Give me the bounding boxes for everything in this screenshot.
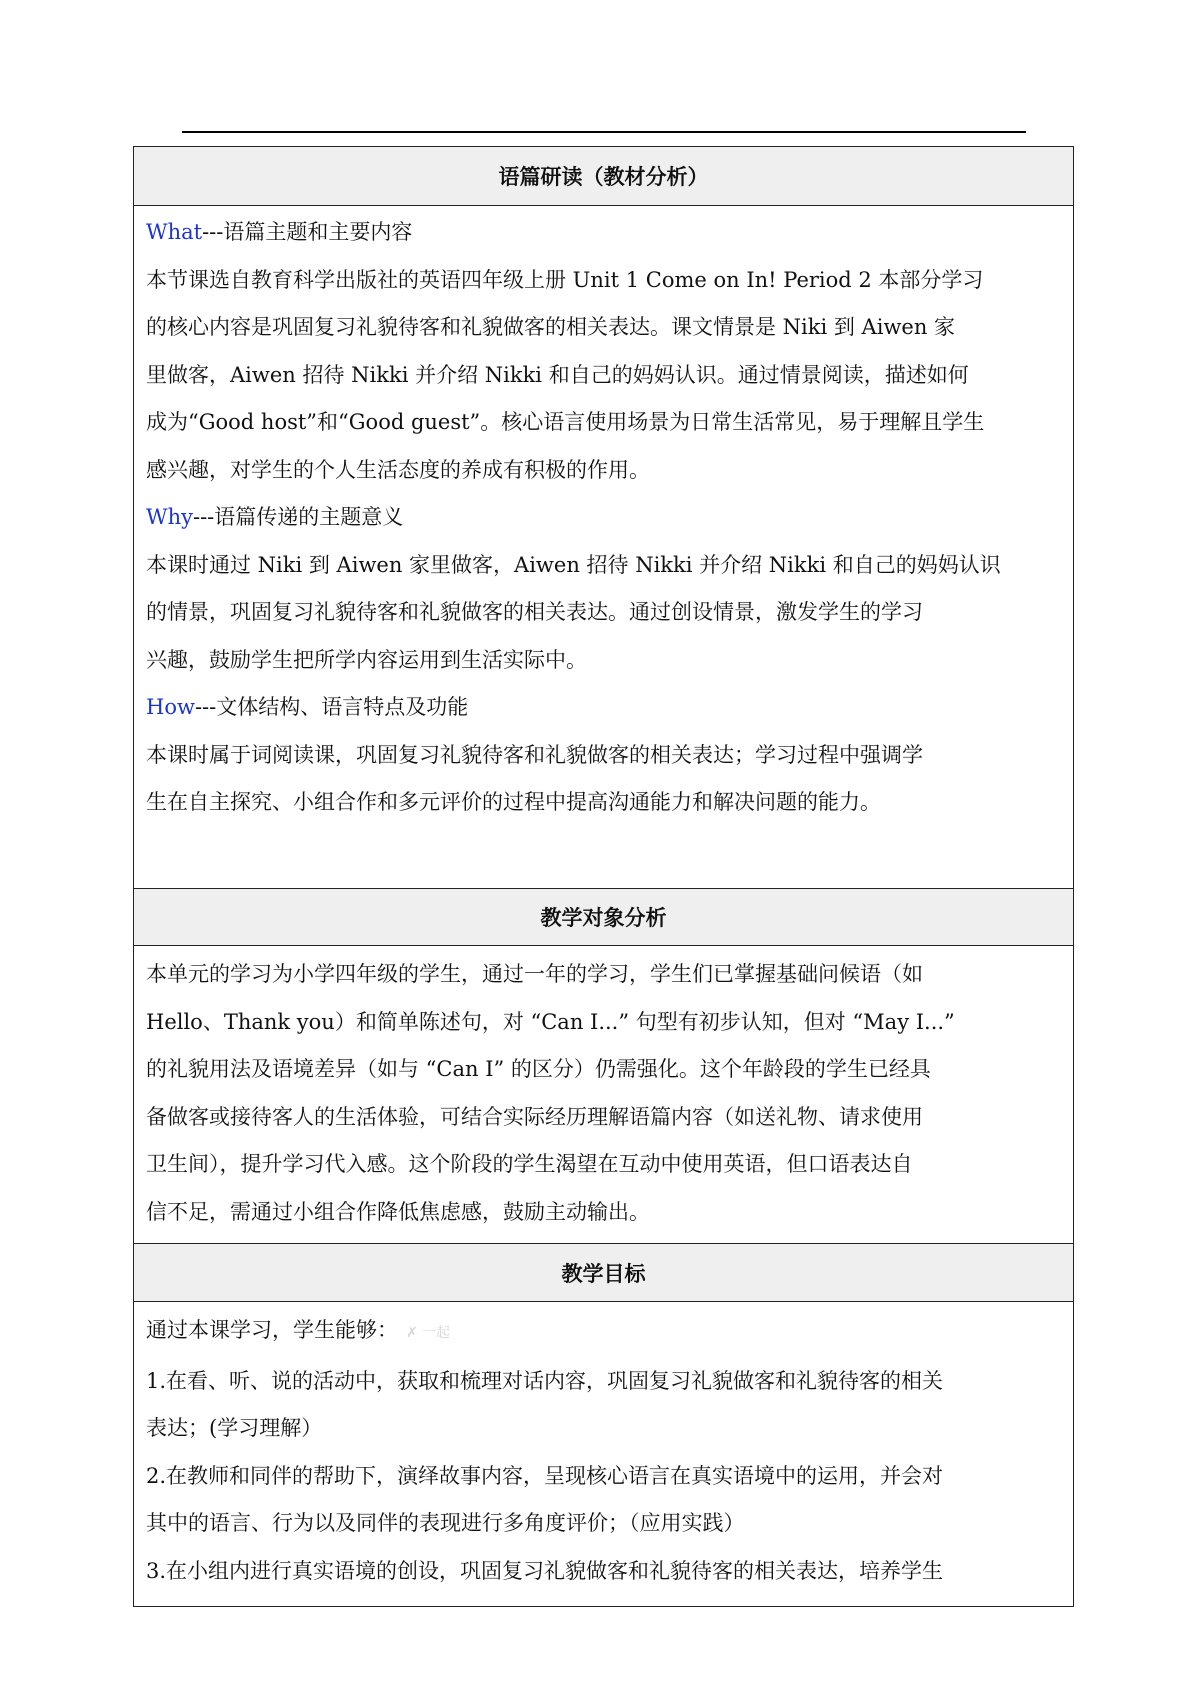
how-heading (146, 684, 1061, 732)
why-heading-rest: ---语篇传递的主题意义 (192, 505, 404, 529)
learner-line: 的礼貌用法及语境差异（如与 “Can I” 的区分）仍需强化。这个年龄段的学生已经具 (146, 1057, 931, 1081)
section-title: 语篇研读（教材分析） (498, 164, 709, 189)
why-label: Why (146, 505, 193, 529)
what-line: 里做客，Aiwen 招待 Nikki 并介绍 Nikki 和自己的妈妈认识。通过情景阅读，描述如何 (146, 362, 969, 387)
how-heading-rest: ---文体结构、语言特点及功能 (194, 695, 469, 719)
what-line: 成为“Good host”和“Good guest”。核心语言使用场景为日常生活常见，易于理解且学生 (146, 410, 985, 434)
objectives-intro-line (146, 1307, 1061, 1358)
objective-line: 其中的语言、行为以及同伴的表现进行多角度评价；（应用实践） (146, 1511, 745, 1535)
why-line: 本课时通过 Niki 到 Aiwen 家里做客，Aiwen 招待 Nikki 并介绍 Nikki 和自己的妈妈认识 (146, 552, 1001, 577)
top-rule (182, 131, 1026, 133)
section-header-text-analysis (134, 147, 1073, 206)
section-body-text-analysis (134, 206, 1073, 889)
what-label: What (146, 220, 203, 244)
section-header-objectives (134, 1244, 1073, 1302)
how-line: 生在自主探究、小组合作和多元评价的过程中提高沟通能力和解决问题的能力。 (146, 790, 881, 814)
learner-line: 卫生间），提升学习代入感。这个阶段的学生渴望在互动中使用英语，但口语表达自 (146, 1152, 913, 1176)
watermark-mark: ✗ 一起 (406, 1325, 451, 1341)
why-line: 的情景，巩固复习礼貌待客和礼貌做客的相关表达。通过创设情景，激发学生的学习 (146, 600, 923, 624)
section-body-objectives (134, 1302, 1073, 1606)
objective-line: 表达；(学习理解） (146, 1416, 323, 1440)
learner-line: 信不足，需通过小组合作降低焦虑感，鼓励主动输出。 (146, 1199, 650, 1224)
section-body-learner-analysis (134, 946, 1073, 1244)
how-line: 本课时属于词阅读课，巩固复习礼貌待客和礼貌做客的相关表达；学习过程中强调学 (146, 742, 923, 767)
how-label: How (146, 695, 195, 719)
why-line: 兴趣，鼓励学生把所学内容运用到生活实际中。 (146, 647, 587, 672)
what-heading (146, 209, 1061, 257)
lesson-plan-table (133, 146, 1074, 1607)
what-line: 本节课选自教育科学出版社的英语四年级上册 Unit 1 Come on In! Period 2 本部分学习 (146, 267, 984, 292)
section-title: 教学目标 (561, 1260, 646, 1286)
what-line: 的核心内容是巩固复习礼貌待客和礼貌做客的相关表达。课文情景是 Niki 到 Aiwen 家 (146, 315, 956, 339)
section-header-learner-analysis (134, 889, 1073, 946)
learner-line: Hello、Thank you）和简单陈述句，对 “Can I...” 句型有初步认知，但对 “May I...” (146, 1009, 955, 1034)
what-line: 感兴趣，对学生的个人生活态度的养成有积极的作用。 (146, 457, 650, 482)
section-title: 教学对象分析 (540, 905, 667, 930)
what-heading-rest: ---语篇主题和主要内容 (202, 220, 413, 244)
objective-line: 2.在教师和同伴的帮助下，演绎故事内容，呈现核心语言在真实语境中的运用，并会对 (146, 1463, 944, 1488)
objective-line: 1.在看、听、说的活动中，获取和梳理对话内容，巩固复习礼貌做客和礼貌待客的相关 (146, 1368, 944, 1393)
learner-line: 备做客或接待客人的生活体验，可结合实际经历理解语篇内容（如送礼物、请求使用 (146, 1104, 923, 1129)
objectives-intro: 通过本课学习，学生能够： (146, 1318, 398, 1342)
learner-line: 本单元的学习为小学四年级的学生，通过一年的学习，学生们已掌握基础问候语（如 (146, 962, 923, 986)
objective-line: 3.在小组内进行真实语境的创设，巩固复习礼貌做客和礼貌待客的相关表达，培养学生 (146, 1558, 944, 1583)
why-heading (146, 494, 1061, 542)
